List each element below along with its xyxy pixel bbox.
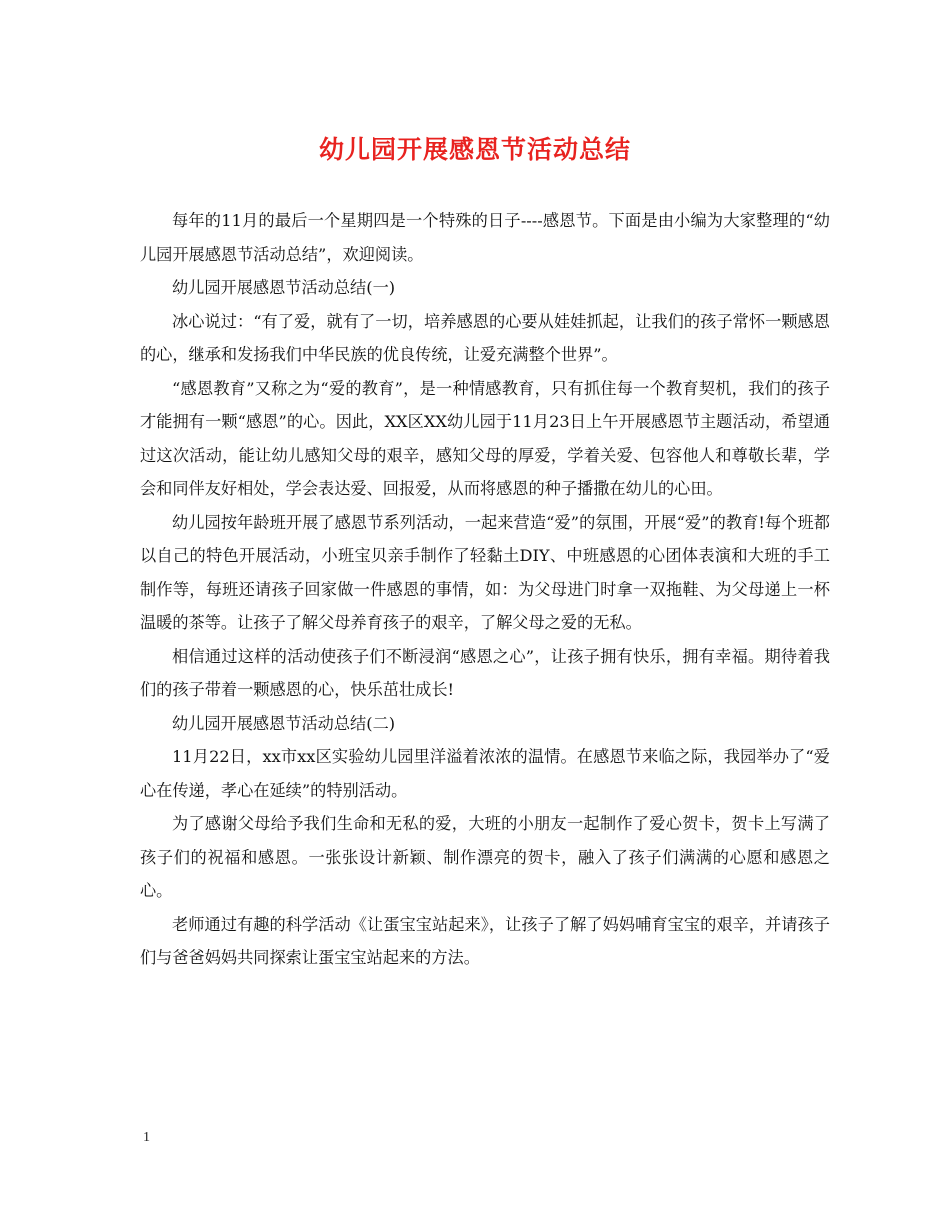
paragraph-intro: 每年的11月的最后一个星期四是一个特殊的日子----感恩节。下面是由小编为大家整理的“幼儿园开展感恩节活动总结”，欢迎阅读。 [140,211,830,264]
page-number: 1 [143,1130,150,1145]
paragraph: 冰心说过：“有了爱，就有了一切，培养感恩的心要从娃娃抓起，让我们的孩子常怀一颗感恩的心，继承和发扬我们中华民族的优良传统，让爱充满整个世界”。 [140,311,830,364]
paragraph: 相信通过这样的活动使孩子们不断浸润“感恩之心”，让孩子拥有快乐，拥有幸福。期待着我们的孩子带着一颗感恩的心，快乐茁壮成长! [140,646,830,699]
paragraph: 为了感谢父母给予我们生命和无私的爱，大班的小朋友一起制作了爱心贺卡，贺卡上写满了孩子们的祝福和感恩。一张张设计新颖、制作漂亮的贺卡，融入了孩子们满满的心愿和感恩之心。 [140,814,830,900]
paragraph: 幼儿园按年龄班开展了感恩节系列活动，一起来营造“爱”的氛围，开展“爱”的教育!每个班都以自己的特色开展活动，小班宝贝亲手制作了轻黏土DIY、中班感恩的心团体表演和大班的手工制作等，每班还请孩子回家做一件感恩的事情，如：为父母进门时拿一双拖鞋、为父母递上一杯温暖的茶等。让孩子了解父母养育孩子的艰辛，了解父母之爱的无私。 [140,512,830,632]
section-heading-2: 幼儿园开展感恩节活动总结(二) [172,713,396,733]
paragraph: “感恩教育”又称之为“爱的教育”，是一种情感教育，只有抓住每一个教育契机，我们的孩子才能拥有一颗“感恩”的心。因此，XX区XX幼儿园于11月23日上午开展感恩节主题活动，希望通过这次活动，能让幼儿感知父母的艰辛，感知父母的厚爱，学着关爱、包容他人和尊敬长辈，学会和同伴友好相处，学会表达爱、回报爱，从而将感恩的种子播撒在幼儿的心田。 [140,378,830,498]
section-heading-1: 幼儿园开展感恩节活动总结(一) [172,278,396,297]
paragraph: 11月22日，xx市xx区实验幼儿园里洋溢着浓浓的温情。在感恩节来临之际，我园举办了“爱心在传递，孝心在延续”的特别活动。 [140,747,830,800]
paragraph: 老师通过有趣的科学活动《让蛋宝宝站起来》，让孩子了解了妈妈哺育宝宝的艰辛，并请孩子们与爸爸妈妈共同探索让蛋宝宝站起来的方法。 [140,914,830,967]
document-title: 幼儿园开展感恩节活动总结 [318,135,631,164]
document-body [140,204,830,975]
